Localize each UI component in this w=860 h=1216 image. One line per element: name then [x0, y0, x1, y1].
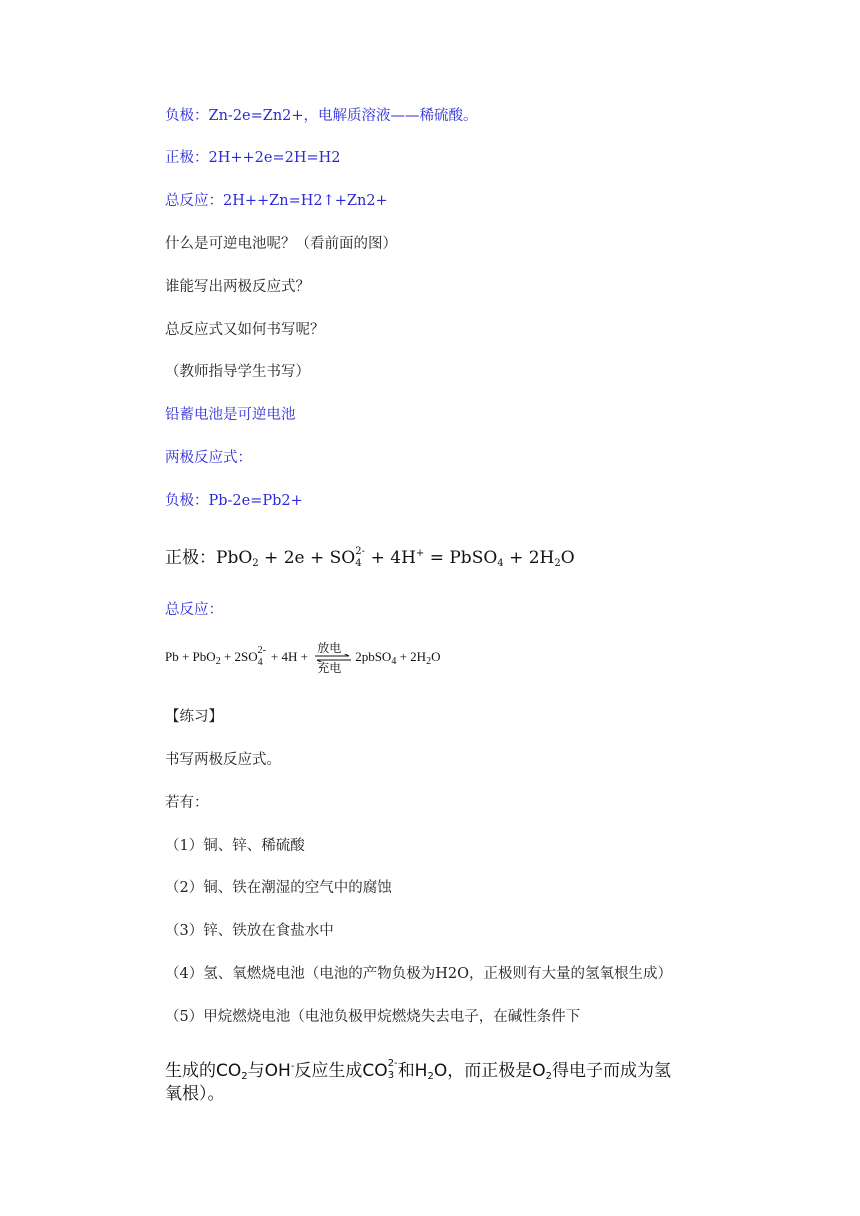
- charge-label: 充电: [317, 661, 342, 676]
- final-part: 反应生成CO: [294, 1061, 388, 1081]
- final-part: O，而正极是O: [433, 1061, 546, 1081]
- total-eq-part: + 2SO: [223, 649, 258, 664]
- total-reaction-zn: 总反应：2H++Zn=H2↑+Zn2+: [165, 193, 388, 209]
- final-sub: 2: [545, 1071, 552, 1082]
- teacher-guidance: （教师指导学生书写）: [165, 364, 310, 380]
- total-eq-sub: 4: [391, 656, 397, 667]
- reversible-arrow: [313, 641, 353, 675]
- practice-item-5: （5）甲烷燃烧电池（电池负极甲烷燃烧失去电子，在碱性条件下: [165, 1009, 581, 1025]
- practice-item-1: （1）铜、锌、稀硫酸: [165, 838, 305, 854]
- practice-given: 若有：: [165, 795, 209, 811]
- eq-sub: 4: [497, 558, 504, 569]
- final-sup: -: [290, 1061, 295, 1072]
- practice-item-4: （4）氢、氧燃烧电池（电池的产物负极为H2O，正极则有大量的氢氧根生成）: [165, 966, 672, 982]
- eq-part: = PbSO: [429, 548, 498, 568]
- two-electrode-reactions-heading: 两极反应式：: [165, 450, 252, 466]
- eq-supsub: 2- 4: [355, 545, 365, 569]
- eq-part: O: [560, 548, 575, 568]
- eq-sub: 2: [252, 558, 259, 569]
- final-sub: 2: [427, 1071, 434, 1082]
- discharge-label: 放电: [317, 641, 342, 656]
- total-eq-supsub: 2- 4: [257, 645, 266, 669]
- total-eq-part: 2pbSO: [355, 649, 392, 664]
- question-two-electrodes: 谁能写出两极反应式？: [165, 279, 310, 295]
- final-supsub: 2- 3: [387, 1058, 398, 1081]
- positive-eq-label: 正极：: [165, 548, 216, 568]
- practice-heading: 【练习】: [165, 709, 223, 725]
- question-total-reaction: 总反应式又如何书写呢？: [165, 322, 325, 338]
- final-part: 与OH: [247, 1061, 291, 1081]
- total-reaction-equation: [165, 640, 440, 679]
- final-sub: 2: [241, 1071, 248, 1082]
- total-eq-part: O: [431, 649, 441, 664]
- lead-battery-statement: 铅蓄电池是可逆电池: [165, 407, 296, 423]
- final-part: 得电子而成为氢: [552, 1061, 671, 1081]
- negative-electrode-zn: 负极：Zn-2e=Zn2+，电解质溶液——稀硫酸。: [165, 108, 478, 124]
- practice-item-5-end: 氧根）。: [165, 1084, 225, 1104]
- question-reversible-battery: 什么是可逆电池呢？（看前面的图）: [165, 236, 397, 252]
- eq-part: + 4H: [370, 548, 416, 568]
- final-part: 生成的CO: [165, 1061, 242, 1081]
- eq-sub: 2: [554, 558, 561, 569]
- eq-sup: +: [415, 548, 425, 559]
- eq-part: + 2H: [509, 548, 555, 568]
- eq-part: + 2e + SO: [264, 548, 356, 568]
- practice-item-2: （2）铜、铁在潮湿的空气中的腐蚀: [165, 880, 392, 896]
- negative-electrode-pb: 负极：Pb-2e=Pb2+: [165, 493, 303, 509]
- practice-item-3: （3）锌、铁放在食盐水中: [165, 923, 334, 939]
- positive-electrode-equation: [165, 542, 575, 576]
- positive-electrode-h: 正极：2H++2e=2H=H2: [165, 150, 341, 166]
- total-eq-sub: 2: [215, 656, 221, 667]
- total-eq-sub: 2: [426, 656, 432, 667]
- total-eq-part: Pb + PbO: [165, 649, 216, 664]
- practice-instruction: 书写两极反应式。: [165, 752, 281, 768]
- total-reaction-label: 总反应：: [165, 602, 223, 618]
- total-eq-part: + 4H +: [270, 649, 308, 664]
- eq-part: PbO: [216, 548, 253, 568]
- final-part: 和H: [397, 1061, 428, 1081]
- total-eq-part: + 2H: [399, 649, 427, 664]
- practice-item-5-continuation: [165, 1055, 671, 1089]
